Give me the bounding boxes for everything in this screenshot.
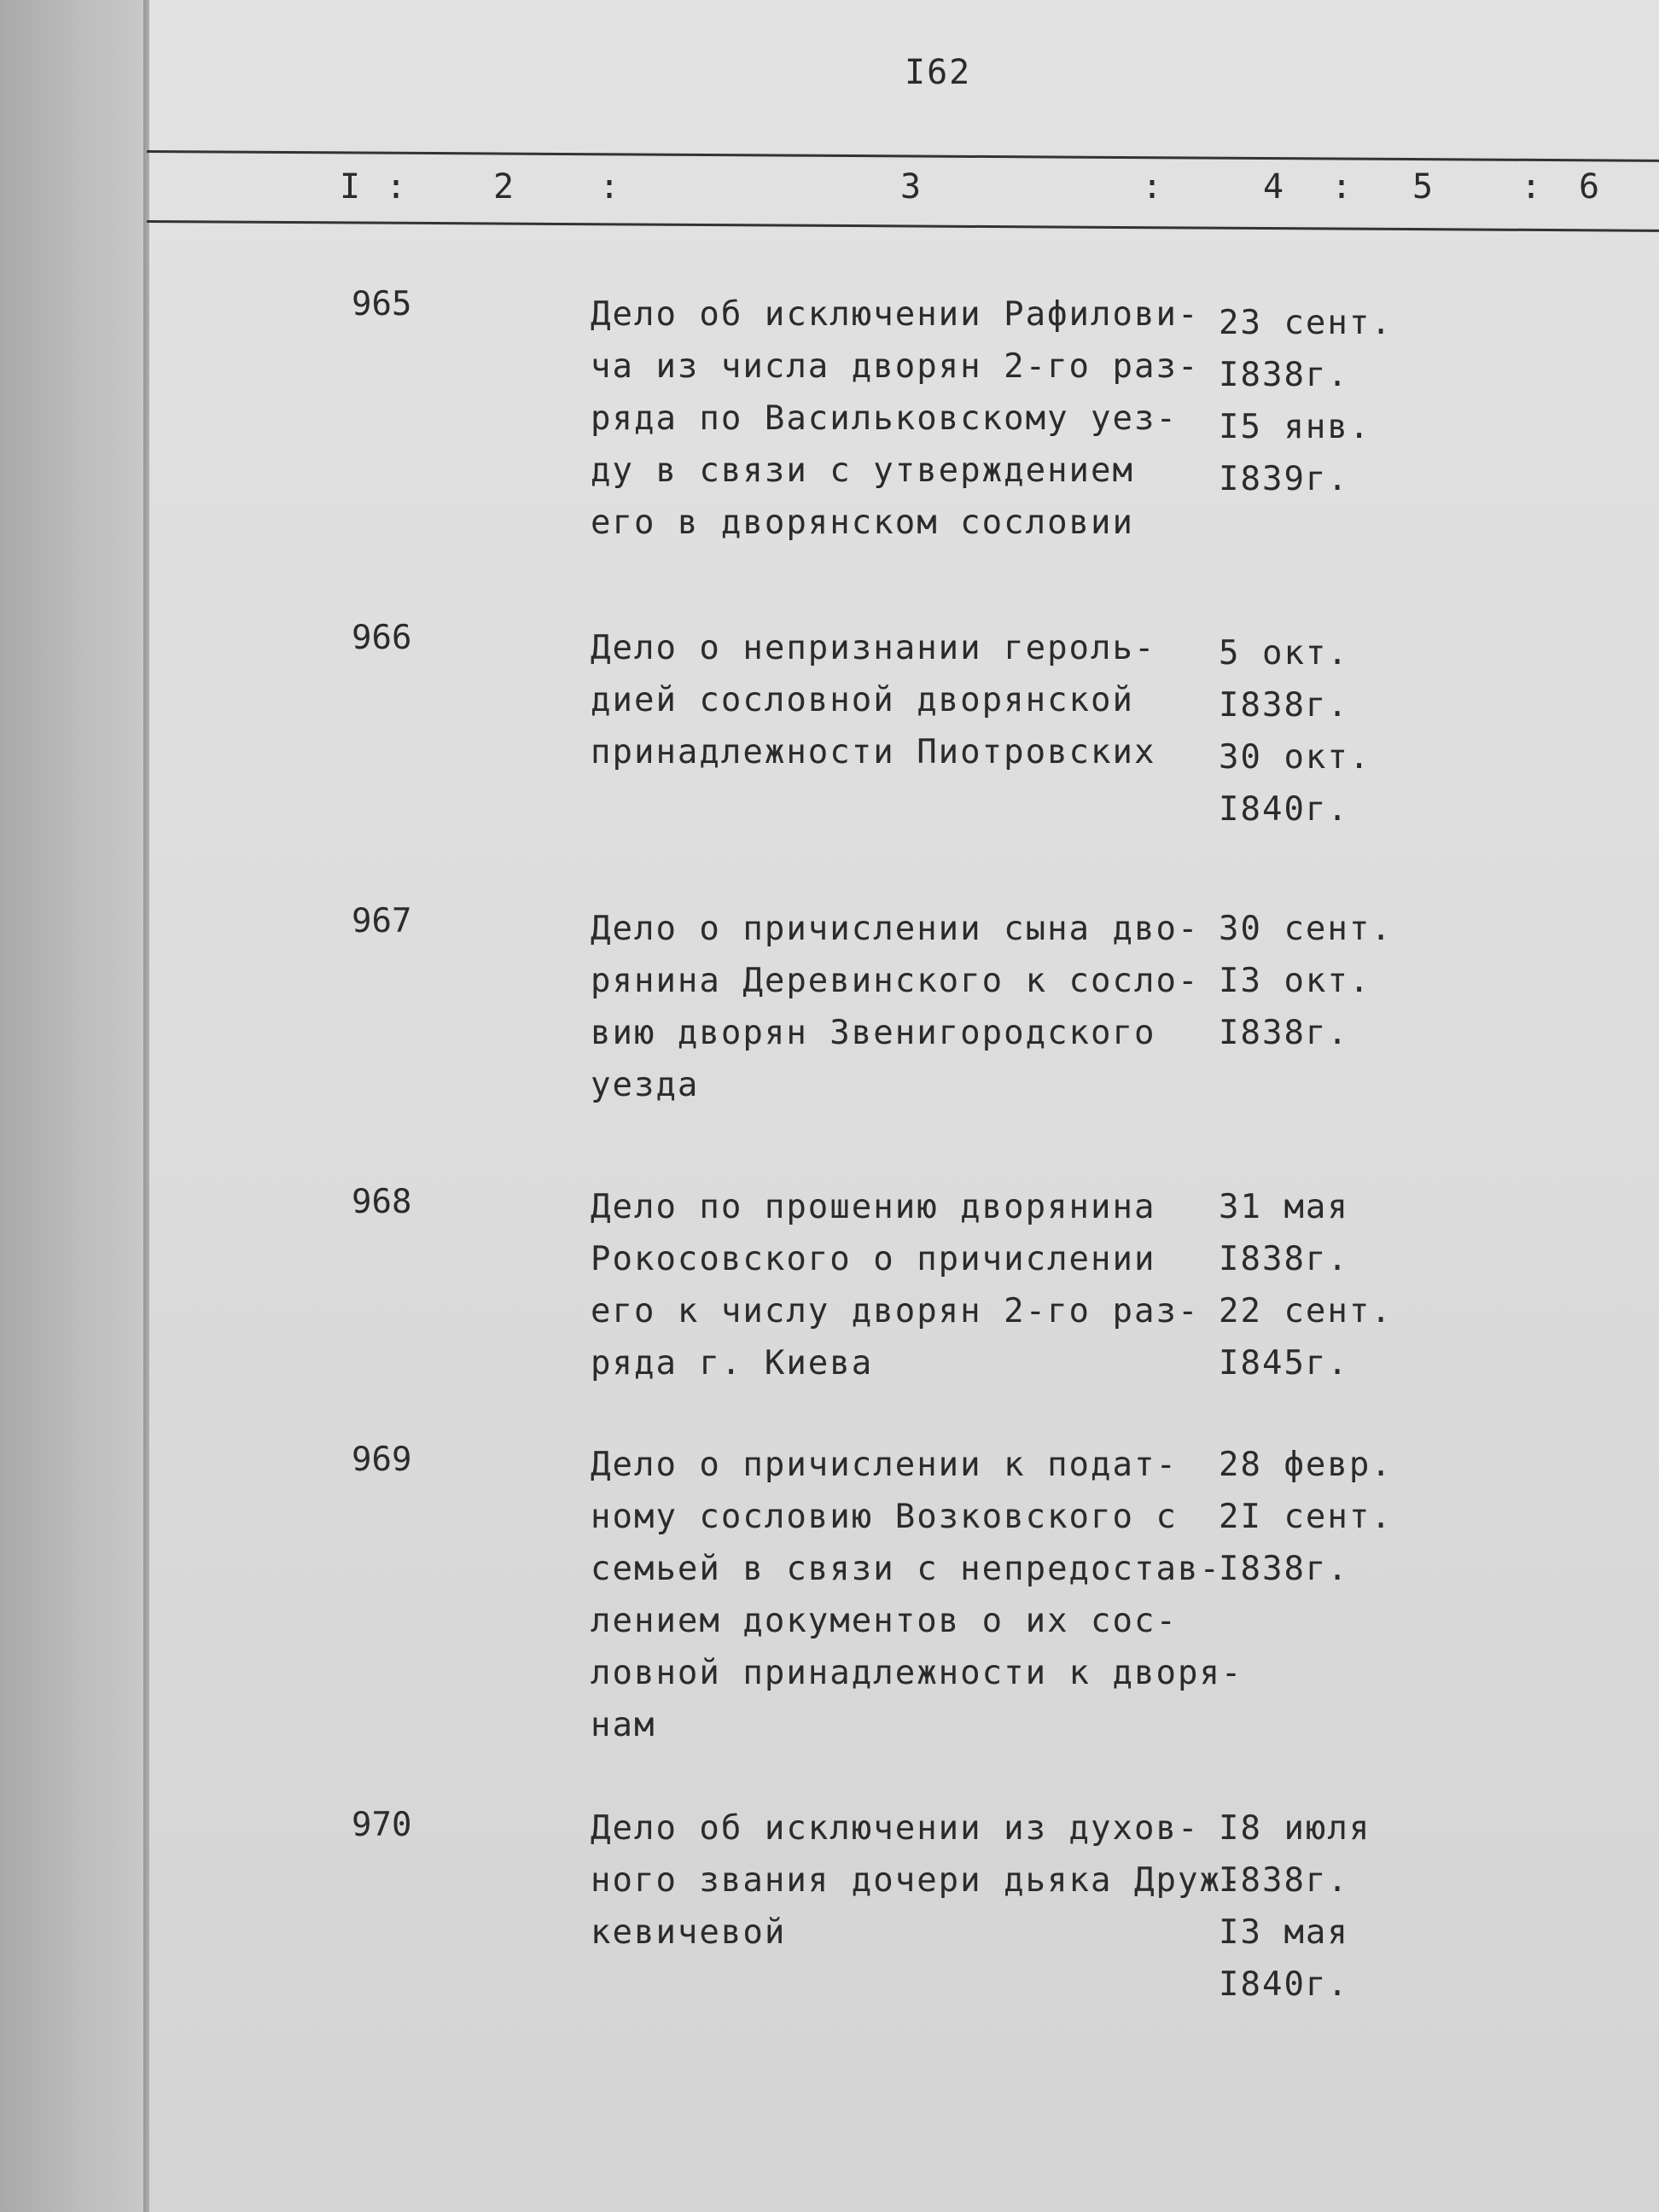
description-line: ряда г. Киева: [591, 1344, 874, 1382]
entry-number: 968: [352, 1183, 412, 1221]
description-line: семьей в связи с непредостав-: [591, 1550, 1221, 1588]
description-line: его к числу дворян 2-го раз-: [591, 1292, 1200, 1330]
date-line: I5 янв.: [1219, 408, 1371, 446]
entry-description: [591, 1802, 1243, 1959]
entry-dates: [1219, 1181, 1393, 1389]
book-binding: [0, 0, 149, 2212]
description-line: Дело о причислении сына дво-: [591, 910, 1200, 948]
description-line: Дело об исключении из духов-: [591, 1809, 1200, 1848]
date-line: I838г.: [1219, 356, 1349, 394]
date-line: I840г.: [1219, 1965, 1349, 2004]
entry-number: 965: [352, 285, 412, 323]
entry-description: [591, 622, 1239, 778]
description-line: его в дворянском сословии: [591, 504, 1134, 542]
column-header-4: 4: [1263, 167, 1284, 207]
description-line: Дело о причислении к подат-: [591, 1446, 1178, 1484]
entry-number: 970: [352, 1806, 412, 1844]
description-line: дией сословной дворянской: [591, 681, 1134, 719]
date-line: 30 окт.: [1219, 738, 1371, 777]
description-line: лением документов о их сос-: [591, 1602, 1178, 1640]
column-separator: :: [386, 167, 407, 207]
column-separator: :: [1331, 167, 1353, 207]
entry-number: 967: [352, 902, 412, 940]
date-line: 5 окт.: [1219, 634, 1349, 672]
description-line: Дело по прошению дворянина: [591, 1188, 1156, 1226]
date-line: 23 сент.: [1219, 304, 1393, 342]
date-line: I838г.: [1219, 686, 1349, 725]
date-line: I8 июля: [1219, 1809, 1371, 1848]
date-line: I3 окт.: [1219, 962, 1371, 1000]
column-separator: :: [1142, 167, 1163, 207]
date-line: 22 сент.: [1219, 1292, 1393, 1330]
column-separator: :: [599, 167, 620, 207]
date-line: I840г.: [1219, 790, 1349, 829]
description-line: уезда: [591, 1066, 700, 1104]
entry-number: 969: [352, 1441, 412, 1479]
description-line: рянина Деревинского к сосло-: [591, 962, 1200, 1000]
column-header-6: 6: [1579, 167, 1600, 207]
entry-description: [591, 288, 1239, 549]
date-line: I839г.: [1219, 460, 1349, 498]
description-line: ного звания дочери дьяка Друж-: [591, 1861, 1243, 1900]
description-line: Рокосовского о причислении: [591, 1240, 1156, 1278]
date-line: I845г.: [1219, 1344, 1349, 1382]
date-line: 30 сент.: [1219, 910, 1393, 948]
date-line: I838г.: [1219, 1014, 1349, 1052]
description-line: ду в связи с утверждением: [591, 451, 1134, 490]
description-line: ряда по Васильковскому уез-: [591, 399, 1178, 438]
column-header-1: I: [340, 167, 361, 207]
description-line: вию дворян Звенигородского: [591, 1014, 1156, 1052]
entry-dates: [1219, 297, 1393, 505]
description-line: Дело о непризнании героль-: [591, 629, 1156, 667]
entry-number: 966: [352, 619, 412, 657]
description-line: ловной принадлежности к дворя-: [591, 1654, 1243, 1692]
column-header-5: 5: [1412, 167, 1434, 207]
date-line: I838г.: [1219, 1861, 1349, 1900]
date-line: I838г.: [1219, 1550, 1349, 1588]
description-line: принадлежности Пиотровских: [591, 733, 1156, 771]
entry-description: [591, 1439, 1243, 1751]
column-header-2: 2: [493, 167, 515, 207]
entry-description: [591, 903, 1239, 1111]
date-line: I3 мая: [1219, 1913, 1349, 1952]
entry-dates: [1219, 903, 1393, 1059]
date-line: I838г.: [1219, 1240, 1349, 1278]
description-line: ному сословию Возковского с: [591, 1498, 1178, 1536]
column-header-3: 3: [900, 167, 922, 207]
page-number: I62: [905, 53, 972, 92]
column-separator: :: [1521, 167, 1542, 207]
description-line: кевичевой: [591, 1913, 787, 1952]
date-line: 2I сент.: [1219, 1498, 1393, 1536]
entry-description: [591, 1181, 1239, 1389]
date-line: 28 февр.: [1219, 1446, 1393, 1484]
description-line: нам: [591, 1706, 656, 1744]
entry-dates: [1219, 1439, 1393, 1595]
date-line: 31 мая: [1219, 1188, 1349, 1226]
description-line: Дело об исключении Рафилови-: [591, 295, 1200, 334]
description-line: ча из числа дворян 2-го раз-: [591, 347, 1200, 386]
entry-dates: [1219, 1802, 1371, 2011]
entry-dates: [1219, 627, 1371, 835]
